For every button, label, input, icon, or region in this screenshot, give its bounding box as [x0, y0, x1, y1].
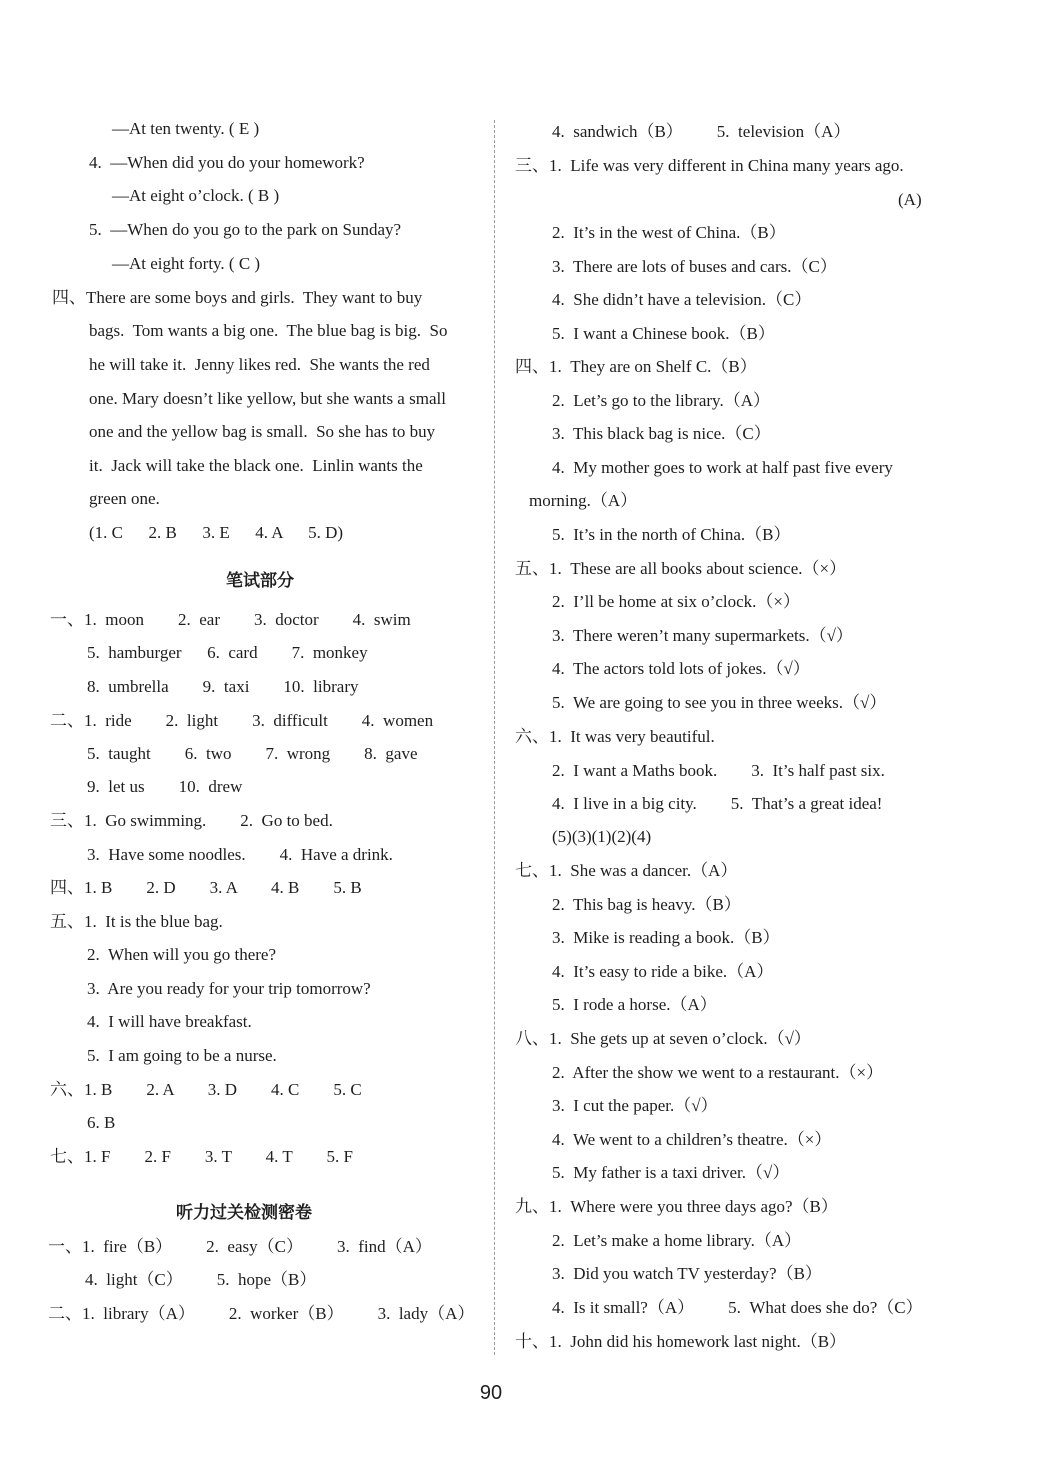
answer-line: 4. She didn’t have a television.（C） — [552, 290, 812, 309]
answer-line: 3. I cut the paper.（√） — [552, 1096, 718, 1115]
answer-line: (A) — [898, 190, 922, 209]
answer-line: 5. I am going to be a nurse. — [87, 1046, 277, 1065]
answer-line: 4. We went to a children’s theatre.（×） — [552, 1130, 832, 1149]
answer-line: 5. We are going to see you in three weeks.（√） — [552, 693, 887, 712]
paragraph-line: green one. — [89, 489, 160, 508]
answer-line: 3. Did you watch TV yesterday?（B） — [552, 1264, 822, 1283]
answer-line: 2. Let’s make a home library.（A） — [552, 1231, 802, 1250]
answer-line: 一、1. fire（B） 2. easy（C） 3. find（A） — [48, 1237, 432, 1256]
answer-line: 6. B — [87, 1113, 116, 1132]
answer-line: 2. It’s in the west of China.（B） — [552, 223, 786, 242]
paragraph-line: bags. Tom wants a big one. The blue bag is big. So — [89, 321, 448, 340]
answer-line: 2. After the show we went to a restaurant.（×） — [552, 1063, 884, 1082]
answer-line: 5. taught 6. two 7. wrong 8. gave — [87, 744, 418, 763]
answer-line: 四、1. B 2. D 3. A 4. B 5. B — [50, 878, 362, 897]
page-number: 90 — [479, 1382, 503, 1404]
answer-line: —At ten twenty. ( E ) — [112, 119, 260, 138]
answer-line: 七、1. F 2. F 3. T 4. T 5. F — [50, 1147, 353, 1166]
answer-line: 2. I’ll be home at six o’clock.（×） — [552, 592, 801, 611]
answer-line: 2. This bag is heavy.（B） — [552, 895, 741, 914]
answer-line: 2. Let’s go to the library.（A） — [552, 391, 770, 410]
answer-line: 4. sandwich（B） 5. television（A） — [552, 122, 851, 141]
answer-line: (1. C 2. B 3. E 4. A 5. D) — [89, 523, 344, 542]
answer-line: 4. light（C） 5. hope（B） — [85, 1270, 317, 1289]
answer-line: 十、1. John did his homework last night.（B） — [515, 1332, 847, 1351]
answer-line: 4. My mother goes to work at half past five every — [552, 458, 893, 477]
answer-line: 五、1. It is the blue bag. — [50, 912, 223, 931]
section-heading: 听力过关检测密卷 — [176, 1203, 312, 1223]
answer-line: 3. Have some noodles. 4. Have a drink. — [87, 845, 393, 864]
answer-line: 9. let us 10. drew — [87, 777, 243, 796]
answer-line: 4. It’s easy to ride a bike.（A） — [552, 962, 774, 981]
answer-line: 六、1. B 2. A 3. D 4. C 5. C — [50, 1080, 362, 1099]
answer-line: 二、1. library（A） 2. worker（B） 3. lady（A） — [48, 1304, 475, 1323]
answer-line: 4. Is it small?（A） 5. What does she do?（C） — [552, 1298, 923, 1317]
paragraph-line: one and the yellow bag is small. So she has to buy — [89, 422, 436, 441]
section-heading: 笔试部分 — [226, 571, 294, 591]
paragraph-line: one. Mary doesn’t like yellow, but she wants a small — [89, 389, 446, 408]
answer-line: 5. It’s in the north of China.（B） — [552, 525, 791, 544]
answer-line: 8. umbrella 9. taxi 10. library — [87, 677, 359, 696]
answer-line: 3. This black bag is nice.（C） — [552, 424, 771, 443]
answer-line: —At eight forty. ( C ) — [112, 254, 261, 273]
answer-line: 3. There are lots of buses and cars.（C） — [552, 257, 837, 276]
answer-line: (5)(3)(1)(2)(4) — [552, 827, 652, 846]
answer-line: 2. When will you go there? — [87, 945, 277, 964]
answer-line: 3. There weren’t many supermarkets.（√） — [552, 626, 853, 645]
answer-line: 4. —When did you do your homework? — [89, 153, 365, 172]
answer-line: 九、1. Where were you three days ago?（B） — [515, 1197, 838, 1216]
answer-line: 3. Are you ready for your trip tomorrow? — [87, 979, 371, 998]
answer-line: 3. Mike is reading a book.（B） — [552, 928, 780, 947]
answer-line: 三、1. Go swimming. 2. Go to bed. — [50, 811, 333, 830]
paragraph-line: 四、There are some boys and girls. They want to buy — [52, 288, 423, 307]
answer-line: 七、1. She was a dancer.（A） — [515, 861, 738, 880]
answer-line: 八、1. She gets up at seven o’clock.（√） — [515, 1029, 811, 1048]
answer-line: 5. I want a Chinese book.（B） — [552, 324, 775, 343]
answer-line: 五、1. These are all books about science.（×） — [515, 559, 847, 578]
answer-line: 三、1. Life was very different in China many years ago. — [515, 156, 904, 175]
answer-line: 5. —When do you go to the park on Sunday? — [89, 220, 402, 239]
answer-line: 5. My father is a taxi driver.（√） — [552, 1163, 790, 1182]
answer-line: 二、1. ride 2. light 3. difficult 4. women — [50, 711, 434, 730]
paragraph-line: he will take it. Jenny likes red. She wants the red — [89, 355, 430, 374]
answer-line: 2. I want a Maths book. 3. It’s half past six. — [552, 761, 885, 780]
answer-line: 一、1. moon 2. ear 3. doctor 4. swim — [50, 610, 411, 629]
answer-line: 4. The actors told lots of jokes.（√） — [552, 659, 810, 678]
answer-line: 5. hamburger 6. card 7. monkey — [87, 643, 368, 662]
answer-line: 四、1. They are on Shelf C.（B） — [515, 357, 757, 376]
answer-line: 4. I will have breakfast. — [87, 1012, 252, 1031]
answer-line: 4. I live in a big city. 5. That’s a great idea! — [552, 794, 883, 813]
answer-line: morning.（A） — [529, 491, 638, 510]
answer-line: 六、1. It was very beautiful. — [515, 727, 715, 746]
column-divider — [494, 120, 495, 1355]
answer-line: 5. I rode a horse.（A） — [552, 995, 717, 1014]
answer-line: —At eight o’clock. ( B ) — [112, 186, 280, 205]
paragraph-line: it. Jack will take the black one. Linlin wants the — [89, 456, 423, 475]
